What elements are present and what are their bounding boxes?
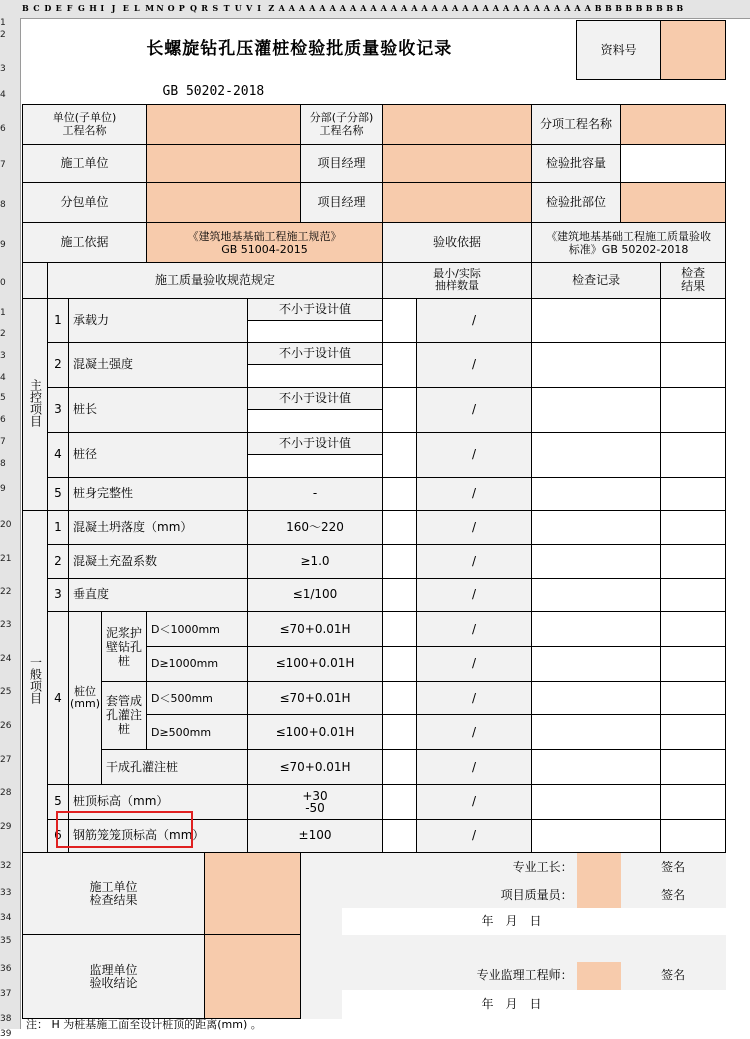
- column-header[interactable]: E: [122, 3, 129, 13]
- record-field[interactable]: [532, 750, 661, 785]
- sample-slash: /: [417, 612, 532, 647]
- row-header[interactable]: 2: [0, 30, 6, 40]
- column-header[interactable]: A: [503, 3, 510, 13]
- category-blank-cell: [23, 263, 48, 299]
- pile-type-label: 套管成 孔灌注 桩: [102, 681, 147, 749]
- construction-check-result-field[interactable]: [205, 853, 301, 935]
- column-header[interactable]: A: [401, 3, 408, 13]
- column-header-bar: [0, 0, 750, 19]
- record-field[interactable]: [532, 681, 661, 715]
- date-gap: [301, 990, 342, 1019]
- acceptance-basis-value: 《建筑地基基础工程施工质量验收 标准》GB 50202-2018: [532, 223, 726, 263]
- general-item-req: 160～220: [248, 511, 383, 545]
- form-title: 长螺旋钻孔压灌桩检验批质量验收记录: [146, 39, 453, 60]
- record-field[interactable]: [532, 298, 661, 342]
- column-header[interactable]: P: [178, 3, 185, 13]
- row-header[interactable]: 4: [0, 373, 6, 383]
- row-header[interactable]: 29: [0, 822, 12, 832]
- general-item-name: 钢筋笼笼顶标高（mm）: [69, 819, 248, 853]
- column-header[interactable]: A: [370, 3, 377, 13]
- design-value-field[interactable]: [248, 321, 383, 342]
- result-field[interactable]: [661, 578, 726, 612]
- sample-min-field[interactable]: [383, 477, 417, 511]
- main-item-name: 桩长: [69, 387, 248, 432]
- record-field[interactable]: [532, 715, 661, 750]
- footnote: 注： H 为桩基施工面至设计桩顶的距离(mm) 。: [26, 1018, 262, 1031]
- column-header[interactable]: H: [89, 3, 97, 13]
- quality-label: 项目质量员：: [301, 882, 577, 908]
- pile-type-label: 干成孔灌注桩: [102, 750, 248, 785]
- column-header[interactable]: B: [625, 3, 633, 13]
- column-header[interactable]: A: [482, 3, 489, 13]
- row-header[interactable]: 25: [0, 687, 12, 697]
- column-header[interactable]: Q: [190, 3, 197, 13]
- column-header[interactable]: A: [452, 3, 459, 13]
- column-header[interactable]: A: [319, 3, 326, 13]
- result-field[interactable]: [661, 750, 726, 785]
- column-header[interactable]: M: [145, 3, 155, 13]
- result-field[interactable]: [661, 681, 726, 715]
- column-header[interactable]: A: [574, 3, 581, 13]
- unit-project-label: 单位(子单位) 工程名称: [23, 104, 147, 144]
- standard-cell: [23, 80, 726, 105]
- row-header[interactable]: 22: [0, 587, 12, 597]
- sample-min-field[interactable]: [383, 544, 417, 578]
- column-header[interactable]: B: [666, 3, 673, 13]
- general-item-req: ≤100+0.01H: [248, 647, 383, 682]
- record-field[interactable]: [532, 612, 661, 647]
- batch-location-label: 检验批部位: [532, 183, 621, 223]
- foreman-field[interactable]: [577, 853, 621, 883]
- record-field[interactable]: [532, 477, 661, 511]
- row-header-bar: [0, 18, 21, 1039]
- sample-slash: /: [417, 715, 532, 750]
- general-item-req: ≥1.0: [248, 544, 383, 578]
- column-header[interactable]: I: [100, 3, 105, 13]
- main-item-req: 不小于设计值: [248, 387, 383, 409]
- sample-slash: /: [417, 432, 532, 477]
- row-header[interactable]: 24: [0, 654, 12, 664]
- subcontractor-field[interactable]: [147, 183, 301, 223]
- quality-sign: 签名: [621, 882, 726, 908]
- main-item-no: 4: [48, 432, 69, 477]
- row-header[interactable]: 35: [0, 936, 12, 946]
- record-field[interactable]: [532, 578, 661, 612]
- sample-min-field[interactable]: [383, 298, 417, 342]
- sample-min-field[interactable]: [383, 647, 417, 682]
- design-value-field[interactable]: [248, 365, 383, 387]
- column-header[interactable]: A: [350, 3, 357, 13]
- supervisor-label: 专业监理工程师：: [301, 962, 577, 990]
- column-header[interactable]: D: [44, 3, 52, 13]
- result-field[interactable]: [661, 342, 726, 387]
- row-header[interactable]: 8: [0, 459, 6, 469]
- record-field[interactable]: [532, 819, 661, 853]
- column-header[interactable]: F: [66, 3, 73, 13]
- general-item-no: 4: [48, 612, 69, 785]
- unit-project-field[interactable]: [147, 104, 301, 144]
- general-item-req: +30 -50: [248, 784, 383, 819]
- diameter-range: D≥1000mm: [147, 647, 248, 682]
- column-header[interactable]: B: [676, 3, 684, 13]
- column-header[interactable]: L: [134, 3, 140, 13]
- supervision-date: 年 月 日: [481, 996, 542, 1011]
- design-value-field[interactable]: [248, 410, 383, 432]
- column-header[interactable]: I: [257, 3, 261, 13]
- general-item-name: 混凝土充盈系数: [69, 544, 248, 578]
- sample-header: 最小/实际 抽样数量: [383, 263, 532, 299]
- column-header[interactable]: B: [22, 3, 29, 13]
- sample-slash: /: [417, 681, 532, 715]
- result-field[interactable]: [661, 647, 726, 682]
- diameter-range: D＜1000mm: [147, 612, 248, 647]
- row-header[interactable]: 6: [0, 415, 6, 425]
- column-header[interactable]: A: [523, 3, 530, 13]
- main-item-req: -: [248, 477, 383, 511]
- column-header[interactable]: B: [656, 3, 663, 13]
- row-header[interactable]: 2: [0, 329, 6, 339]
- main-item-no: 3: [48, 387, 69, 432]
- subitem-project-label: 分项工程名称: [532, 104, 621, 144]
- sample-min-field[interactable]: [383, 511, 417, 545]
- quality-field[interactable]: [577, 882, 621, 908]
- result-field[interactable]: [661, 784, 726, 819]
- general-label: 一般项目: [28, 656, 43, 705]
- supervision-blank: [301, 935, 726, 963]
- row-header[interactable]: 8: [0, 200, 6, 210]
- column-header[interactable]: A: [462, 3, 469, 13]
- column-header[interactable]: U: [234, 3, 242, 13]
- column-header[interactable]: S: [212, 3, 219, 13]
- general-item-req: ≤70+0.01H: [248, 681, 383, 715]
- column-header[interactable]: A: [421, 3, 428, 13]
- sample-slash: /: [417, 819, 532, 853]
- sample-min-field[interactable]: [383, 432, 417, 477]
- general-item-name: 垂直度: [69, 578, 248, 612]
- result-field[interactable]: [661, 544, 726, 578]
- record-no-field[interactable]: [661, 21, 726, 80]
- row-header[interactable]: 7: [0, 160, 6, 170]
- supervisor-field[interactable]: [577, 962, 621, 990]
- sub-unit-project-field[interactable]: [383, 104, 532, 144]
- column-header[interactable]: A: [278, 3, 285, 13]
- general-item-no: 2: [48, 544, 69, 578]
- sample-min-field[interactable]: [383, 784, 417, 819]
- highlight-box: [56, 811, 193, 848]
- column-header[interactable]: A: [492, 3, 500, 13]
- main-item-req: 不小于设计值: [248, 432, 383, 454]
- construction-check-label: 施工单位 检查结果: [23, 853, 205, 935]
- sample-slash: /: [417, 387, 532, 432]
- sample-min-field[interactable]: [383, 681, 417, 715]
- row-header[interactable]: 7: [0, 437, 6, 447]
- record-field[interactable]: [532, 544, 661, 578]
- general-item-req: ≤70+0.01H: [248, 750, 383, 785]
- general-item-req: ≤1/100: [248, 578, 383, 612]
- main-item-name: 桩径: [69, 432, 248, 477]
- result-field[interactable]: [661, 477, 726, 511]
- sample-slash: /: [417, 750, 532, 785]
- project-manager-field[interactable]: [383, 144, 532, 183]
- record-field[interactable]: [532, 387, 661, 432]
- column-header[interactable]: V: [246, 3, 253, 13]
- row-header[interactable]: 26: [0, 721, 12, 731]
- construction-unit-field[interactable]: [147, 144, 301, 183]
- row-header[interactable]: 37: [0, 989, 12, 999]
- row-header[interactable]: 39: [0, 1029, 12, 1039]
- column-header[interactable]: E: [55, 3, 62, 13]
- row-header[interactable]: 27: [0, 755, 12, 765]
- main-item-req: 不小于设计值: [248, 342, 383, 364]
- design-value-field[interactable]: [248, 455, 383, 477]
- sample-slash: /: [417, 647, 532, 682]
- row-header[interactable]: 3: [0, 351, 6, 361]
- sample-min-field[interactable]: [383, 715, 417, 750]
- row-header[interactable]: 6: [0, 124, 6, 134]
- row-header[interactable]: 1: [0, 18, 6, 28]
- result-field[interactable]: [661, 298, 726, 342]
- row-header[interactable]: 3: [0, 64, 6, 74]
- main-item-name: 承载力: [69, 298, 248, 342]
- project-manager2-field[interactable]: [383, 183, 532, 223]
- sample-min-field[interactable]: [383, 819, 417, 853]
- record-field[interactable]: [532, 784, 661, 819]
- general-item-req: ≤100+0.01H: [248, 715, 383, 750]
- column-header[interactable]: A: [299, 3, 306, 13]
- main-item-no: 1: [48, 298, 69, 342]
- row-header[interactable]: 33: [0, 888, 12, 898]
- result-field[interactable]: [661, 612, 726, 647]
- sample-min-field[interactable]: [383, 612, 417, 647]
- column-header[interactable]: A: [472, 3, 479, 13]
- construction-basis-value: 《建筑地基基础工程施工规范》 GB 51004-2015: [147, 223, 383, 263]
- batch-capacity-field[interactable]: [621, 144, 726, 183]
- general-item-name: 桩顶标高（mm）: [69, 784, 248, 819]
- column-header[interactable]: A: [564, 3, 571, 13]
- main-item-name: 混凝土强度: [69, 342, 248, 387]
- row-header[interactable]: 9: [0, 484, 6, 494]
- row-header[interactable]: 9: [0, 240, 6, 250]
- main-control-label: 主控项目: [28, 379, 43, 427]
- general-category: [23, 511, 48, 853]
- column-header[interactable]: Z: [268, 3, 275, 13]
- column-header[interactable]: N: [156, 3, 164, 13]
- general-item-req: ≤70+0.01H: [248, 612, 383, 647]
- column-header[interactable]: A: [411, 3, 418, 13]
- column-header[interactable]: B: [605, 3, 612, 13]
- row-header[interactable]: 23: [0, 620, 12, 630]
- column-header[interactable]: R: [201, 3, 208, 13]
- record-header: 检查记录: [532, 263, 661, 299]
- main-item-name: 桩身完整性: [69, 477, 248, 511]
- row-header[interactable]: 5: [0, 393, 6, 403]
- batch-capacity-label: 检验批容量: [532, 144, 621, 183]
- standard-code: GB 50202-2018: [162, 84, 265, 100]
- pile-type-label: 泥浆护 壁钻孔 桩: [102, 612, 147, 681]
- column-header[interactable]: A: [380, 3, 387, 13]
- column-header[interactable]: A: [543, 3, 551, 13]
- construction-unit-label: 施工单位: [23, 144, 147, 183]
- result-field[interactable]: [661, 432, 726, 477]
- column-header[interactable]: A: [441, 3, 449, 13]
- sample-slash: /: [417, 784, 532, 819]
- record-field[interactable]: [532, 432, 661, 477]
- column-header[interactable]: O: [167, 3, 175, 13]
- row-header[interactable]: 32: [0, 861, 12, 871]
- record-field[interactable]: [532, 647, 661, 682]
- row-header[interactable]: 28: [0, 788, 12, 798]
- row-header[interactable]: 36: [0, 964, 12, 974]
- record-no-label: 资料号: [577, 21, 661, 80]
- general-item-no: 3: [48, 578, 69, 612]
- column-header[interactable]: B: [615, 3, 622, 13]
- foreman-sign: 签名: [621, 853, 726, 883]
- column-header[interactable]: A: [513, 3, 520, 13]
- inspection-form: [22, 20, 726, 1019]
- row-header[interactable]: 0: [0, 278, 6, 288]
- general-item-no: 5: [48, 784, 69, 819]
- construction-date: 年 月 日: [481, 913, 542, 928]
- row-header[interactable]: 20: [0, 520, 12, 530]
- sample-slash: /: [417, 578, 532, 612]
- sub-unit-project-label: 分部(子分部) 工程名称: [301, 104, 383, 144]
- column-header[interactable]: B: [645, 3, 653, 13]
- pile-position-label: 桩位 (mm): [69, 612, 102, 785]
- foreman-label: 专业工长：: [301, 853, 577, 883]
- general-item-name: 混凝土坍落度（mm）: [69, 511, 248, 545]
- row-header[interactable]: 38: [0, 1014, 12, 1024]
- column-header[interactable]: A: [390, 3, 398, 13]
- result-header: 检查 结果: [661, 263, 726, 299]
- sample-slash: /: [417, 477, 532, 511]
- spec-header: 施工质量验收规范规定: [48, 263, 383, 299]
- sample-min-field[interactable]: [383, 342, 417, 387]
- supervision-result-field[interactable]: [205, 935, 301, 1019]
- result-field[interactable]: [661, 511, 726, 545]
- subcontractor-label: 分包单位: [23, 183, 147, 223]
- result-field[interactable]: [661, 715, 726, 750]
- project-manager-label: 项目经理: [301, 144, 383, 183]
- main-item-no: 2: [48, 342, 69, 387]
- column-header[interactable]: G: [78, 3, 85, 13]
- supervision-label: 监理单位 验收结论: [23, 935, 205, 1019]
- construction-basis-label: 施工依据: [23, 223, 147, 263]
- column-header[interactable]: A: [339, 3, 347, 13]
- sample-slash: /: [417, 511, 532, 545]
- sample-slash: /: [417, 298, 532, 342]
- column-header[interactable]: T: [223, 3, 230, 13]
- row-header[interactable]: 1: [0, 308, 6, 318]
- general-item-req: ±100: [248, 819, 383, 853]
- column-header[interactable]: B: [594, 3, 602, 13]
- project-manager2-label: 项目经理: [301, 183, 383, 223]
- row-header[interactable]: 4: [0, 90, 6, 100]
- diameter-range: D≥500mm: [147, 715, 248, 750]
- record-field[interactable]: [532, 511, 661, 545]
- column-header[interactable]: A: [554, 3, 561, 13]
- row-header[interactable]: 34: [0, 913, 12, 923]
- column-header[interactable]: A: [584, 3, 591, 13]
- acceptance-basis-label: 验收依据: [383, 223, 532, 263]
- column-header[interactable]: A: [288, 3, 296, 13]
- sample-slash: /: [417, 544, 532, 578]
- main-item-no: 5: [48, 477, 69, 511]
- sample-min-field[interactable]: [383, 387, 417, 432]
- general-item-no: 6: [48, 819, 69, 853]
- main-control-category: [23, 298, 48, 510]
- sample-min-field[interactable]: [383, 750, 417, 785]
- sample-slash: /: [417, 342, 532, 387]
- column-header[interactable]: B: [635, 3, 643, 13]
- column-header[interactable]: A: [431, 3, 438, 13]
- subitem-project-field[interactable]: [621, 104, 726, 144]
- record-field[interactable]: [532, 342, 661, 387]
- supervisor-sign: 签名: [621, 962, 726, 990]
- column-header[interactable]: A: [309, 3, 316, 13]
- general-item-no: 1: [48, 511, 69, 545]
- date-gap: [301, 908, 342, 935]
- column-header[interactable]: A: [329, 3, 336, 13]
- diameter-range: D＜500mm: [147, 681, 248, 715]
- column-header[interactable]: J: [111, 3, 116, 13]
- sample-min-field[interactable]: [383, 578, 417, 612]
- column-header[interactable]: C: [33, 3, 40, 13]
- row-header[interactable]: 21: [0, 554, 12, 564]
- form-title-cell: [23, 21, 577, 80]
- result-field[interactable]: [661, 387, 726, 432]
- result-field[interactable]: [661, 819, 726, 853]
- batch-location-field[interactable]: [621, 183, 726, 223]
- column-header[interactable]: A: [360, 3, 367, 13]
- main-item-req: 不小于设计值: [248, 298, 383, 320]
- column-header[interactable]: A: [533, 3, 540, 13]
